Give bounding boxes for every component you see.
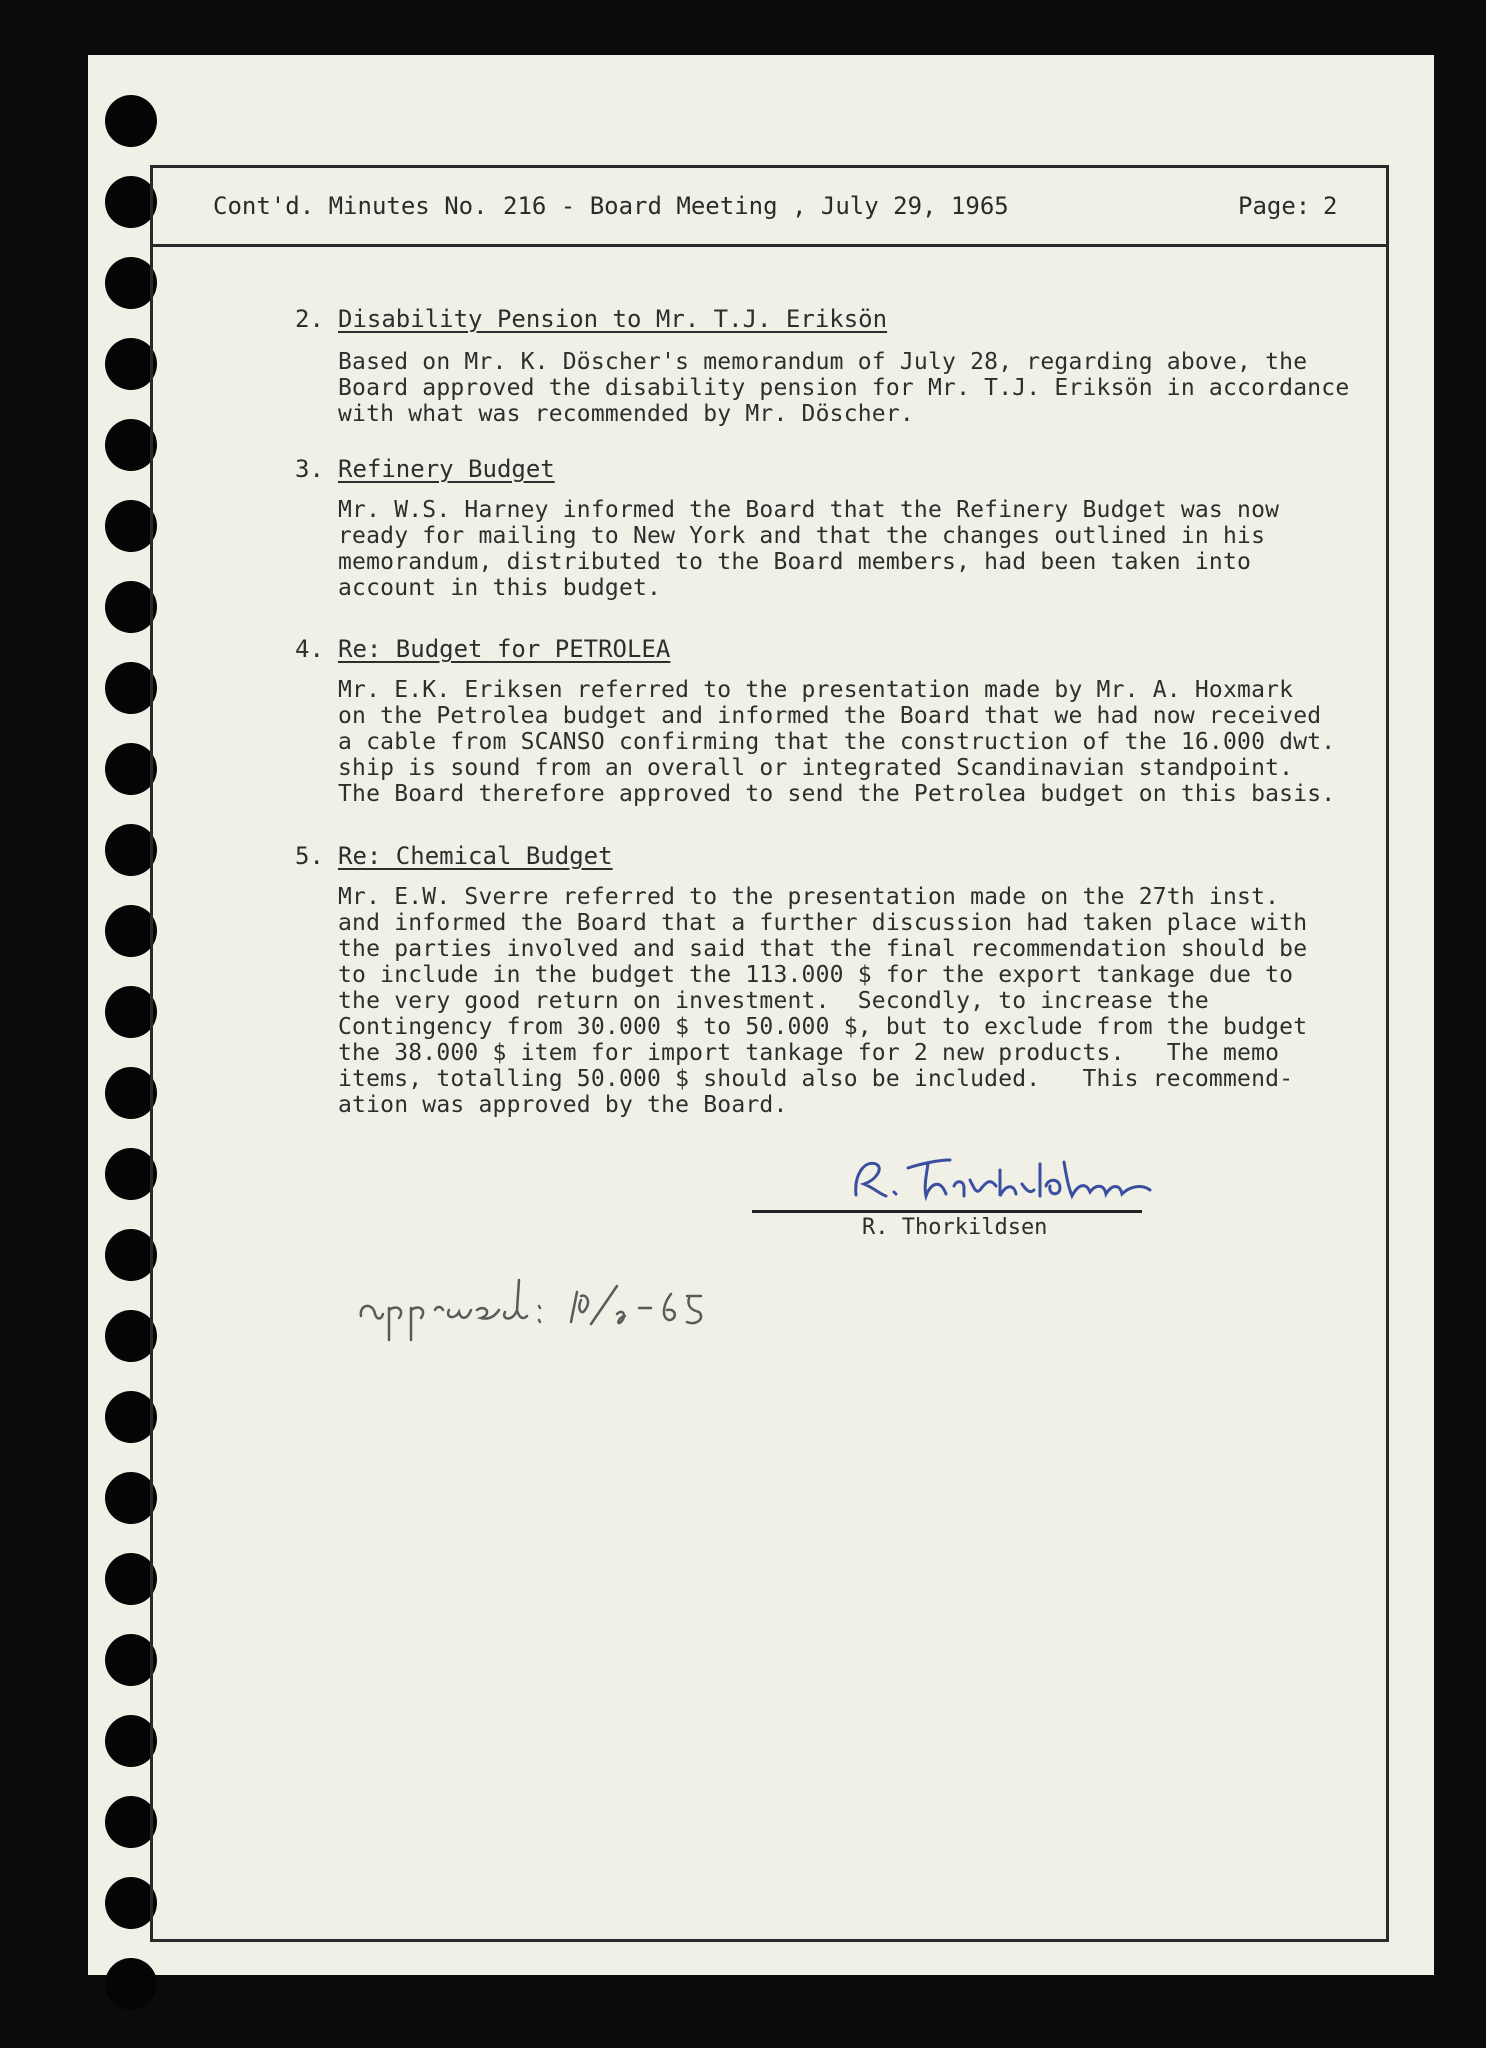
item-line: with what was recommended by Mr. Döscher. bbox=[338, 401, 914, 427]
item-line: Based on Mr. K. Döscher's memorandum of July 28, regarding above, the bbox=[338, 349, 1308, 375]
item-number: 3. bbox=[295, 455, 324, 483]
meeting-title: 216 - Board Meeting , July 29, 1965 bbox=[503, 192, 1009, 220]
item-line: ation was approved by the Board. bbox=[338, 1092, 788, 1118]
item-line: memorandum, distributed to the Board members, had been taken into bbox=[338, 549, 1252, 575]
binder-hole bbox=[105, 1958, 157, 2010]
page-label: Page: bbox=[1238, 192, 1311, 220]
signatory-name: R. Thorkildsen bbox=[862, 1215, 1048, 1240]
item-line: Board approved the disability pension for Mr. T.J. Eriksön in accordance bbox=[338, 375, 1350, 401]
binder-hole bbox=[105, 95, 157, 147]
handwritten-approval-note bbox=[355, 1270, 735, 1350]
item-line: the very good return on investment. Secondly, to increase the bbox=[338, 988, 1209, 1014]
item-line: Mr. E.K. Eriksen referred to the presentation made by Mr. A. Hoxmark bbox=[338, 677, 1294, 703]
item-line: items, totalling 50.000 $ should also be included. This recommend- bbox=[338, 1066, 1294, 1092]
item-line: to include in the budget the 113.000 $ for the export tankage due to bbox=[338, 962, 1294, 988]
handwritten-signature bbox=[850, 1150, 1180, 1210]
item-heading: Disability Pension to Mr. T.J. Eriksön bbox=[338, 305, 888, 333]
item-line: The Board therefore approved to send the Petrolea budget on this basis. bbox=[338, 781, 1336, 807]
item-line: ready for mailing to New York and that the changes outlined in his bbox=[338, 523, 1266, 549]
signature-line bbox=[752, 1210, 1142, 1213]
item-number: 4. bbox=[295, 635, 324, 663]
item-line: Mr. E.W. Sverre referred to the presentation made on the 27th inst. bbox=[338, 884, 1280, 910]
minutes-header bbox=[153, 168, 1386, 247]
item-line: the 38.000 $ item for import tankage for 2 new products. The memo bbox=[338, 1040, 1280, 1066]
item-line: a cable from SCANSO confirming that the construction of the 16.000 dwt. bbox=[338, 729, 1336, 755]
item-heading: Refinery Budget bbox=[338, 455, 555, 483]
item-line: Contingency from 30.000 $ to 50.000 $, but to exclude from the budget bbox=[338, 1014, 1308, 1040]
item-number: 2. bbox=[295, 305, 324, 333]
item-heading: Re: Chemical Budget bbox=[338, 842, 613, 870]
item-line: the parties involved and said that the final recommendation should be bbox=[338, 936, 1308, 962]
item-number: 5. bbox=[295, 842, 324, 870]
item-line: ship is sound from an overall or integrated Scandinavian standpoint. bbox=[338, 755, 1294, 781]
item-line: and informed the Board that a further discussion had taken place with bbox=[338, 910, 1308, 936]
item-line: Mr. W.S. Harney informed the Board that the Refinery Budget was now bbox=[338, 497, 1280, 523]
item-heading: Re: Budget for PETROLEA bbox=[338, 635, 671, 663]
item-line: on the Petrolea budget and informed the Board that we had now received bbox=[338, 703, 1322, 729]
item-line: account in this budget. bbox=[338, 575, 662, 601]
page-number: 2 bbox=[1323, 192, 1338, 220]
cont-label: Cont'd. Minutes No. bbox=[213, 192, 488, 220]
